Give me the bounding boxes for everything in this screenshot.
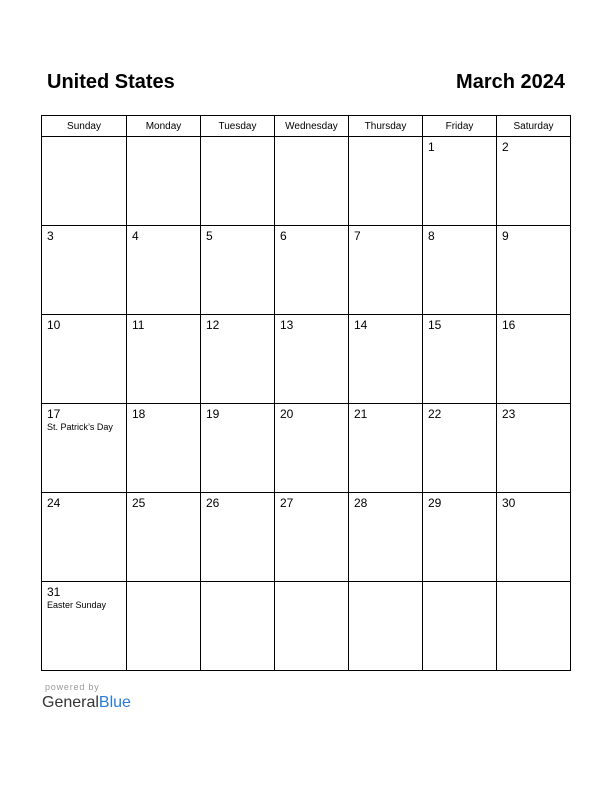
day-number: 20 [280, 407, 294, 421]
day-cell [42, 315, 127, 404]
day-cell [497, 226, 571, 315]
brand-general-text: General [42, 694, 99, 711]
day-cell [497, 315, 571, 404]
day-cell [201, 137, 275, 226]
day-cell [127, 137, 201, 226]
day-cell [201, 493, 275, 582]
day-number: 24 [47, 496, 61, 510]
week-row [42, 315, 571, 404]
day-number: 8 [428, 229, 435, 243]
weekday-thursday: Thursday [349, 116, 423, 137]
day-number [42, 137, 126, 141]
day-number: 4 [132, 229, 139, 243]
day-number: 31 [47, 585, 61, 599]
week-row [42, 226, 571, 315]
day-cell [201, 226, 275, 315]
weekday-header-row [42, 116, 571, 137]
day-cell [497, 404, 571, 493]
day-number: 15 [428, 318, 442, 332]
week-row [42, 137, 571, 226]
day-cell [127, 226, 201, 315]
day-number: 5 [206, 229, 213, 243]
day-number: 26 [206, 496, 220, 510]
day-number: 25 [132, 496, 146, 510]
day-cell [349, 493, 423, 582]
day-number: 30 [502, 496, 516, 510]
day-number: 14 [354, 318, 368, 332]
day-cell [42, 493, 127, 582]
day-number: 16 [502, 318, 516, 332]
day-cell [423, 582, 497, 671]
day-cell [275, 582, 349, 671]
day-cell [42, 582, 127, 671]
day-cell [275, 404, 349, 493]
day-number: 22 [428, 407, 442, 421]
day-cell [423, 315, 497, 404]
day-number: 7 [354, 229, 361, 243]
day-number: 23 [502, 407, 516, 421]
day-number [201, 137, 274, 141]
day-cell [275, 137, 349, 226]
day-number: 12 [206, 318, 220, 332]
day-cell [127, 315, 201, 404]
day-cell [127, 582, 201, 671]
day-cell [349, 404, 423, 493]
day-cell [275, 315, 349, 404]
day-number: 2 [502, 140, 509, 154]
day-number [497, 582, 570, 586]
day-number: 17 [47, 407, 61, 421]
day-cell [423, 404, 497, 493]
day-cell [201, 404, 275, 493]
day-cell [349, 226, 423, 315]
month-year-title: March 2024 [456, 71, 565, 93]
generalblue-logo[interactable] [42, 694, 131, 712]
powered-by-label: powered by [45, 682, 100, 692]
day-number: 29 [428, 496, 442, 510]
day-cell [127, 404, 201, 493]
day-number: 18 [132, 407, 146, 421]
day-cell [423, 226, 497, 315]
day-number: 11 [132, 318, 145, 332]
calendar-grid [41, 115, 571, 671]
day-cell [423, 137, 497, 226]
day-cell [497, 493, 571, 582]
day-number: 28 [354, 496, 368, 510]
day-number [275, 582, 348, 586]
weekday-sunday: Sunday [42, 116, 127, 137]
day-cell [275, 493, 349, 582]
day-number: 27 [280, 496, 294, 510]
brand-blue-text: Blue [98, 694, 131, 711]
weekday-tuesday: Tuesday [201, 116, 275, 137]
holiday-label: Easter Sunday [47, 600, 107, 610]
week-row [42, 404, 571, 493]
day-number [201, 582, 274, 586]
day-cell [423, 493, 497, 582]
day-number: 3 [47, 229, 54, 243]
week-row [42, 582, 571, 671]
day-cell [42, 137, 127, 226]
day-number: 9 [502, 229, 509, 243]
day-cell [127, 493, 201, 582]
day-number: 1 [428, 140, 435, 154]
day-cell [42, 404, 127, 493]
day-number [423, 582, 496, 586]
day-number [275, 137, 348, 141]
day-number [127, 582, 200, 586]
day-number: 6 [280, 229, 287, 243]
day-cell [349, 137, 423, 226]
weekday-saturday: Saturday [497, 116, 571, 137]
day-number [349, 582, 422, 586]
week-row [42, 493, 571, 582]
day-cell [497, 582, 571, 671]
day-number: 13 [280, 318, 294, 332]
day-number: 21 [354, 407, 368, 421]
day-cell [201, 582, 275, 671]
day-number: 10 [47, 318, 61, 332]
day-cell [201, 315, 275, 404]
day-number: 19 [206, 407, 220, 421]
day-cell [42, 226, 127, 315]
day-cell [275, 226, 349, 315]
day-cell [349, 315, 423, 404]
day-cell [349, 582, 423, 671]
day-number [349, 137, 422, 141]
holiday-label: St. Patrick’s Day [47, 422, 113, 432]
day-number [127, 137, 200, 141]
country-title: United States [47, 71, 175, 93]
weekday-monday: Monday [127, 116, 201, 137]
weekday-friday: Friday [423, 116, 497, 137]
weekday-wednesday: Wednesday [275, 116, 349, 137]
day-cell [497, 137, 571, 226]
